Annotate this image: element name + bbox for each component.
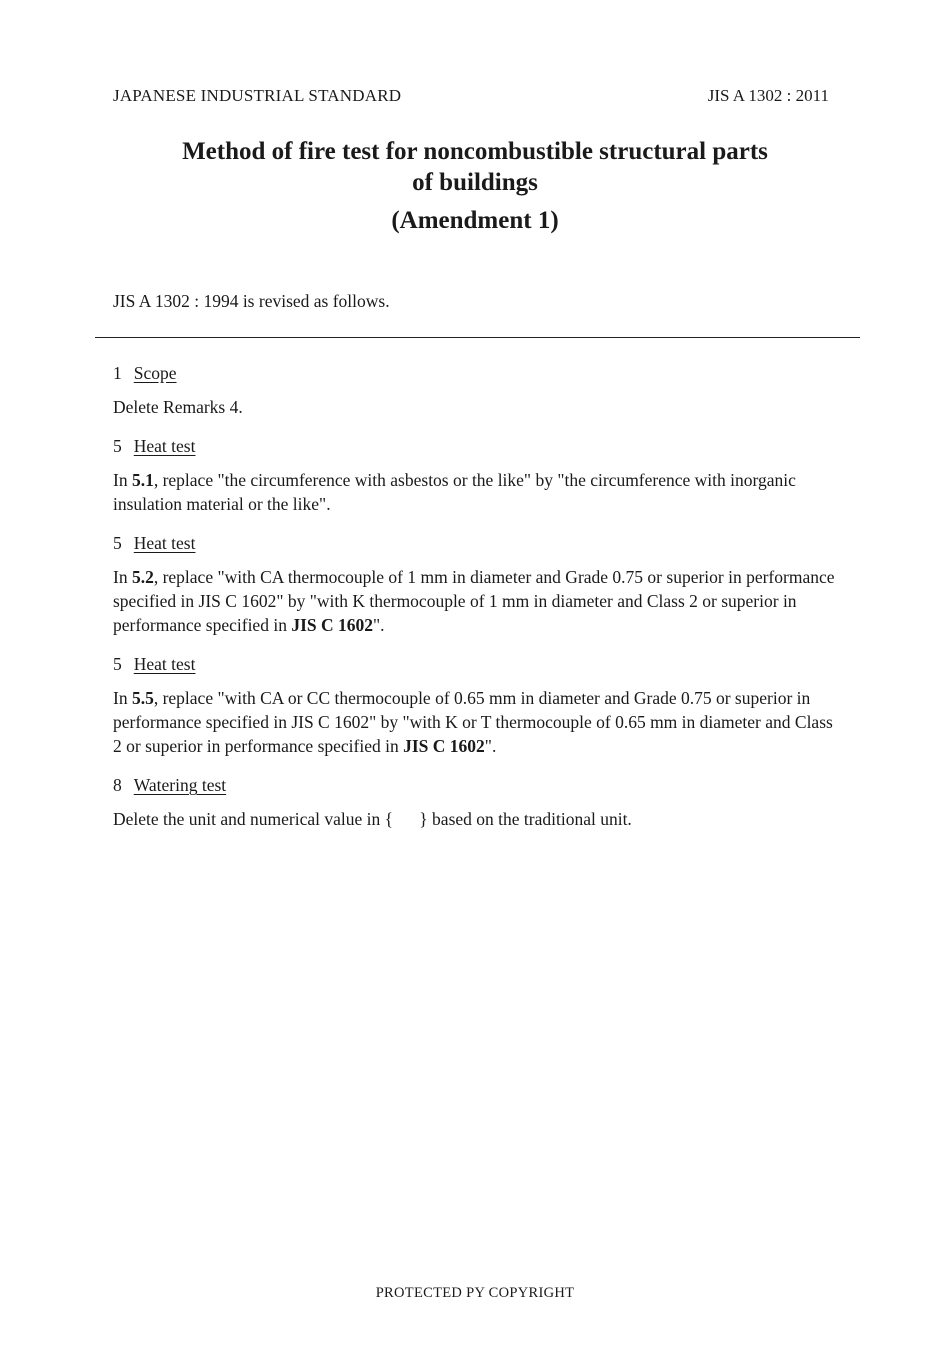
section-heading bbox=[113, 652, 841, 676]
section-text bbox=[113, 468, 841, 516]
text-run: In bbox=[113, 470, 132, 490]
section-number: 5 bbox=[113, 533, 122, 553]
section-text bbox=[113, 686, 841, 758]
section-heading bbox=[113, 434, 841, 458]
document-header-left: JAPANESE INDUSTRIAL STANDARD bbox=[113, 86, 402, 105]
section-text bbox=[113, 565, 841, 637]
section-heat-test-5-1 bbox=[113, 434, 841, 516]
text-run: , replace "the circumference with asbestos or the like" by "the circumference with inorganic insulation material or the like". bbox=[113, 470, 796, 514]
text-run: , replace "with CA thermocouple of 1 mm in diameter and Grade 0.75 or superior in performance specified in JIS C 1602" by "with K thermocouple of 1 mm in diameter and Class 2 or superior in performance specified in bbox=[113, 567, 835, 635]
standard-reference: JIS C 1602 bbox=[403, 736, 485, 756]
revision-note: JIS A 1302 : 1994 is revised as follows. bbox=[113, 291, 390, 311]
section-scope bbox=[113, 361, 841, 419]
copyright-footer: PROTECTED PY COPYRIGHT bbox=[375, 1285, 575, 1301]
section-heat-test-5-5 bbox=[113, 652, 841, 758]
standard-reference: JIS C 1602 bbox=[291, 615, 374, 635]
section-text bbox=[113, 807, 841, 831]
section-number: 8 bbox=[113, 775, 122, 795]
text-run: Delete the unit and numerical value in { } based on the traditional unit. bbox=[113, 809, 632, 829]
text-run: ". bbox=[484, 736, 497, 756]
clause-reference: 5.2 bbox=[131, 567, 154, 587]
clause-reference: 5.1 bbox=[131, 470, 154, 490]
section-title: Watering test bbox=[133, 775, 227, 795]
document-title-line2: of buildings bbox=[412, 169, 538, 196]
text-run: , replace "with CA or CC thermocouple of 0.65 mm in diameter and Grade 0.75 or superior in performance specified in JIS C 1602" by "with K or T thermocouple of 0.65 mm in diameter and Class 2 or superior in performance specified in bbox=[113, 688, 833, 756]
section-watering-test bbox=[113, 773, 841, 831]
text-run: In bbox=[113, 688, 132, 708]
amendment-content bbox=[113, 361, 841, 846]
section-heading bbox=[113, 531, 841, 555]
text-run: Delete Remarks 4. bbox=[113, 397, 243, 417]
horizontal-divider bbox=[95, 337, 860, 338]
section-text bbox=[113, 395, 841, 419]
section-number: 5 bbox=[113, 436, 122, 456]
section-heading bbox=[113, 773, 841, 797]
text-run: ". bbox=[373, 615, 385, 635]
document-header-right: JIS A 1302 : 2011 bbox=[707, 86, 829, 105]
section-title: Heat test bbox=[133, 533, 196, 553]
section-number: 5 bbox=[113, 654, 122, 674]
section-heading bbox=[113, 361, 841, 385]
amendment-label: (Amendment 1) bbox=[391, 207, 559, 234]
section-title: Scope bbox=[133, 363, 177, 383]
text-run: In bbox=[113, 567, 132, 587]
section-heat-test-5-2 bbox=[113, 531, 841, 637]
document-title-line1: Method of fire test for noncombustible structural parts bbox=[182, 138, 768, 165]
title-block bbox=[0, 136, 950, 235]
clause-reference: 5.5 bbox=[131, 688, 154, 708]
section-title: Heat test bbox=[133, 436, 196, 456]
section-title: Heat test bbox=[133, 654, 196, 674]
section-number: 1 bbox=[113, 363, 122, 383]
